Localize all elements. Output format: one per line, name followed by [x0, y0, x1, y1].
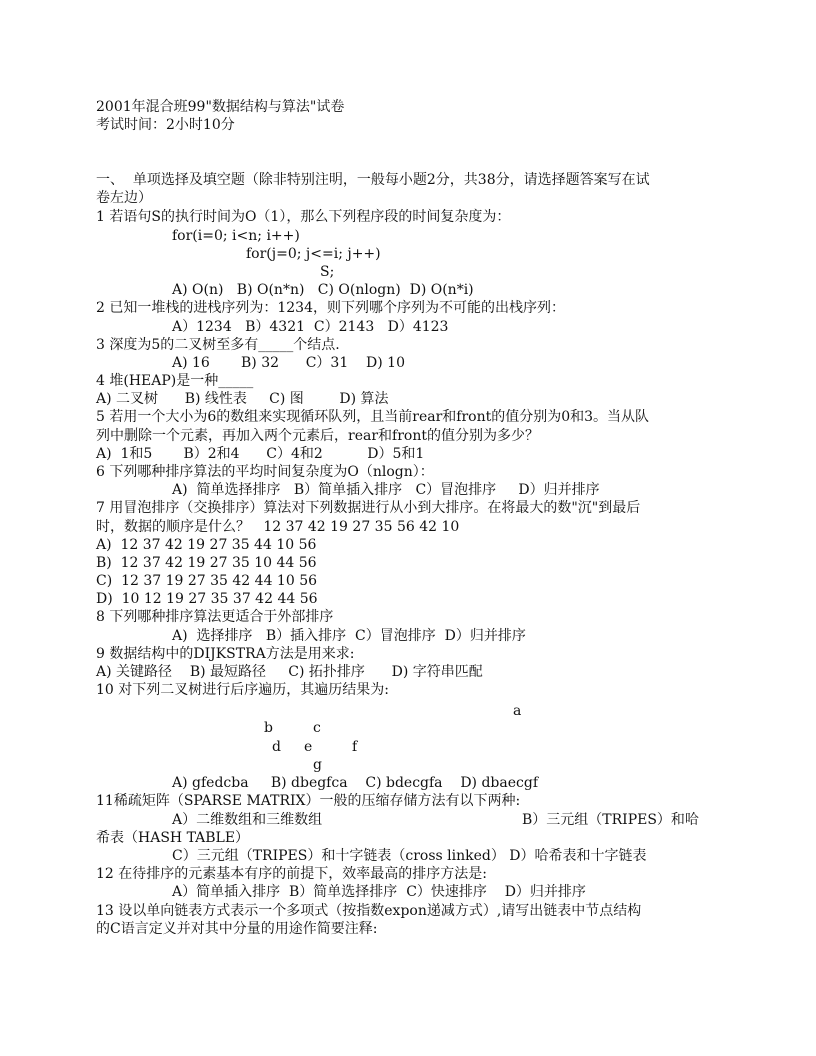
q10-stem: 10 对下列二叉树进行后序遍历，其遍历结果为:: [96, 682, 389, 698]
q5-stem: 5 若用一个大小为6的数组来实现循环队列，且当前rear和front的值分别为0和3。当从队: [96, 409, 650, 425]
q6-options: A) 简单选择排序 B）简单插入排序 C）冒泡排序 D）归并排序: [172, 482, 600, 498]
tree-node-b: b: [264, 720, 273, 736]
section-heading: 一、 单项选择及填空题（除非特别注明，一般每小题2分，共38分，请选择题答案写在试: [96, 172, 650, 188]
tree-node-a: a: [513, 703, 522, 719]
q8-options: A) 选择排序 B）插入排序 C）冒泡排序 D）归并排序: [172, 628, 526, 644]
q11-stem: 11稀疏矩阵（SPARSE MATRIX）一般的压缩存储方法有以下两种:: [96, 793, 521, 809]
q11-options-cd: C）三元组（TRIPES）和十字链表（cross linked） D）哈希表和十字链表: [172, 848, 647, 864]
q11-option-b: B）三元组（TRIPES）和哈: [522, 812, 699, 828]
q9-stem: 9 数据结构中的DIJKSTRA方法是用来求:: [96, 646, 355, 662]
q1-stem: 1 若语句S的执行时间为O（1），那么下列程序段的时间复杂度为：: [96, 209, 511, 225]
tree-node-f: f: [352, 739, 358, 755]
section-heading-cont: 卷左边）: [96, 190, 152, 206]
q8-stem: 8 下列哪种排序算法更适合于外部排序: [96, 609, 334, 625]
q1-code-line-1: for(i=0; i<n; i++): [172, 228, 300, 244]
q10-options: A) gfedcba B) dbegfca C) bdecgfa D) dbaecgf: [172, 775, 538, 791]
q4-options: A) 二叉树 B) 线性表 C) 图 D) 算法: [96, 391, 389, 407]
q7-option-b: B) 12 37 42 19 27 35 10 44 56: [96, 555, 317, 571]
q12-stem: 12 在待排序的元素基本有序的前提下，效率最高的排序方法是:: [96, 866, 487, 882]
q3-options: A) 16 B) 32 C）31 D) 10: [172, 355, 405, 371]
q7-stem-cont: 时，数据的顺序是什么？ 12 37 42 19 27 35 56 42 10: [96, 519, 460, 535]
q2-options: A）1234 B）4321 C）2143 D）4123: [172, 319, 449, 335]
q9-options: A) 关键路径 B) 最短路径 C) 拓扑排序 D) 字符串匹配: [96, 664, 483, 680]
q13-stem: 13 设以单向链表方式表示一个多项式（按指数expon递减方式）,请写出链表中节点结构: [96, 903, 642, 919]
q11-option-a: A）二维数组和三维数组: [172, 812, 323, 828]
q5-stem-cont: 列中删除一个元素，再加入两个元素后，rear和front的值分别为多少？: [96, 428, 539, 444]
tree-node-d: d: [272, 739, 281, 755]
tree-node-g: g: [313, 757, 322, 773]
q13-stem-cont: 的C语言定义并对其中分量的用途作简要注释:: [96, 921, 378, 937]
q2-stem: 2 已知一堆栈的进栈序列为：1234，则下列哪个序列为不可能的出栈序列：: [96, 300, 565, 316]
exam-title: 2001年混合班99"数据结构与算法"试卷: [96, 99, 345, 115]
q6-stem: 6 下列哪种排序算法的平均时间复杂度为O（nlogn）：: [96, 464, 434, 480]
tree-node-c: c: [313, 720, 321, 736]
q12-options: A）简单插入排序 B）简单选择排序 C）快速排序 D）归并排序: [172, 884, 586, 900]
tree-node-e: e: [304, 739, 313, 755]
q7-stem: 7 用冒泡排序（交换排序）算法对下列数据进行从小到大排序。在将最大的数"沉"到最后: [96, 500, 641, 516]
q7-option-d: D) 10 12 19 27 35 37 42 44 56: [96, 591, 318, 607]
q1-code-line-3: S;: [320, 264, 335, 280]
exam-duration: 考试时间：2小时10分: [96, 117, 235, 133]
q1-options: A) O(n) B) O(n*n) C) O(nlogn) D) O(n*i): [172, 282, 474, 298]
q7-option-c: C) 12 37 19 27 35 42 44 10 56: [96, 573, 318, 589]
q3-stem: 3 深度为5的二叉树至多有_____个结点.: [96, 337, 340, 353]
q5-options: A) 1和5 B）2和4 C）4和2 D）5和1: [96, 446, 425, 462]
q1-code-line-2: for(j=0; j<=i; j++): [246, 246, 381, 262]
q11-option-b-cont: 希表（HASH TABLE）: [96, 830, 250, 846]
q4-stem: 4 堆(HEAP)是一种_____: [96, 373, 254, 389]
q7-option-a: A) 12 37 42 19 27 35 44 10 56: [96, 537, 317, 553]
